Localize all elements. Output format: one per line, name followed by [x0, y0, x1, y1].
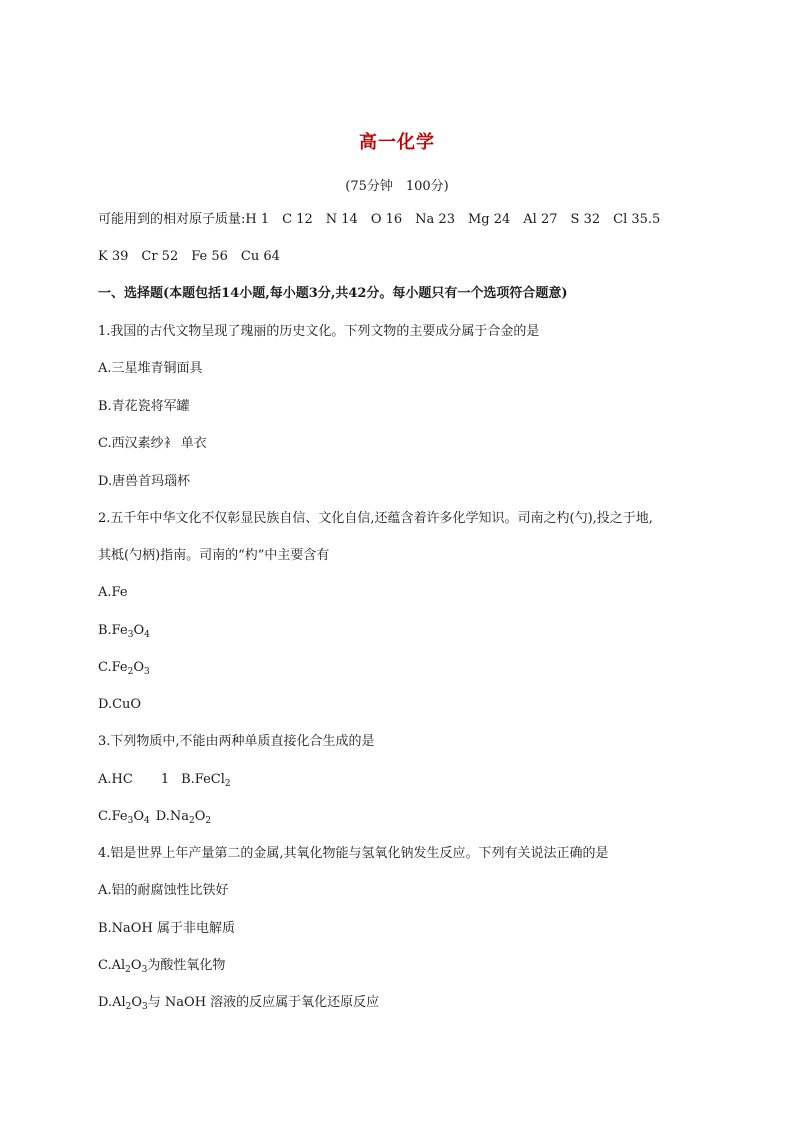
- atomic-mass-item: Fe 56: [191, 249, 228, 264]
- question-1-option-b: B.青花瓷将军罐: [98, 399, 190, 414]
- page-title: 高一化学: [359, 132, 435, 153]
- atomic-mass-item: H 1: [245, 212, 270, 227]
- formula-text: O: [133, 809, 145, 824]
- formula-text: O: [133, 623, 145, 638]
- question-4-option-b: B.NaOH 属于非电解质: [98, 921, 235, 936]
- formula-subscript: 2: [125, 1002, 132, 1012]
- formula-text: C.Al: [98, 958, 126, 973]
- atomic-mass-item: C 12: [282, 212, 313, 227]
- question-3-option-d: D.Na: [155, 809, 189, 824]
- atomic-mass-item: N 14: [325, 212, 358, 227]
- atomic-mass-item: Al 27: [523, 212, 558, 227]
- formula-text: O: [131, 995, 143, 1010]
- question-2-stem-line-1: 2.五千年中华文化不仅彰显民族自信、文化自信,还蕴含着许多化学知识。司南之杓(勺),投之于地,: [98, 511, 653, 526]
- formula-text: D.Al: [98, 995, 126, 1010]
- question-1-stem: 1.我国的古代文物呈现了瑰丽的历史文化。下列文物的主要成分属于合金的是: [98, 324, 540, 339]
- formula-subscript: 4: [144, 816, 150, 826]
- question-3-option-c: C.Fe: [98, 809, 128, 824]
- formula-subscript: 3: [127, 630, 134, 640]
- question-3-stem: 3.下列物质中,不能由两种单质直接化合生成的是: [98, 734, 375, 749]
- question-1-option-d: D.唐兽首玛瑙杯: [98, 474, 191, 489]
- question-4-option-d: [98, 995, 379, 1011]
- question-1-option-a: A.三星堆青铜面具: [98, 361, 203, 376]
- formula-subscript: 3: [127, 816, 134, 826]
- formula-text: O: [130, 958, 142, 973]
- atomic-mass-line-1: [98, 212, 660, 228]
- atomic-mass-item: Cl 35.5: [613, 212, 661, 227]
- exam-duration-score: (75分钟 100分): [345, 179, 449, 194]
- formula-text: C.Fe: [98, 660, 128, 675]
- atomic-mass-item: S 32: [570, 212, 601, 227]
- atomic-mass-item: O 16: [370, 212, 403, 227]
- formula-subscript: 2: [125, 965, 131, 975]
- question-3-option-a: A.HC: [98, 772, 133, 787]
- formula-subscript: 2: [205, 816, 212, 826]
- atomic-mass-item: K 39: [98, 249, 129, 264]
- formula-subscript: 4: [144, 630, 150, 640]
- question-3-options-ab: [98, 772, 231, 788]
- formula-subscript: 2: [188, 816, 195, 826]
- atomic-mass-line-2: [98, 249, 280, 265]
- question-4-stem: 4.铝是世界上年产量第二的金属,其氧化物能与氢氧化钠发生反应。下列有关说法正确的是: [98, 846, 609, 861]
- option-text: 为酸性氧化物: [147, 958, 226, 973]
- formula-subscript: 3: [142, 1002, 148, 1012]
- atomic-mass-item: Na 23: [415, 212, 455, 227]
- atomic-mass-item: Cu 64: [240, 249, 280, 264]
- atomic-mass-item: Cr 52: [141, 249, 179, 264]
- question-1-option-c: C.西汉素纱衤 单衣: [98, 436, 207, 451]
- question-3-options-cd: [98, 809, 211, 825]
- option-text: 与 NaOH 溶液的反应属于氧化还原反应: [147, 995, 380, 1010]
- question-2-option-b: [98, 623, 150, 639]
- atomic-mass-prefix: 可能用到的相对原子质量:: [98, 212, 246, 227]
- formula-subscript: 3: [141, 965, 148, 975]
- formula-subscript: 2: [127, 667, 134, 677]
- formula-subscript: 2: [224, 779, 231, 789]
- section-heading: 一、选择题(本题包括14小题,每小题3分,共42分。每小题只有一个选项符合题意): [98, 286, 568, 301]
- question-4-option-a: A.铝的耐腐蚀性比铁好: [98, 883, 229, 898]
- question-2-stem-line-2: 其柢(勺柄)指南。司南的“杓”中主要含有: [98, 548, 330, 563]
- question-2-option-d: D.CuO: [98, 697, 142, 712]
- question-4-option-c: [98, 958, 225, 974]
- formula-subscript: 3: [144, 667, 150, 677]
- formula-text: O: [133, 660, 145, 675]
- question-3-option-b: B.FeCl: [181, 772, 225, 787]
- formula-text: B.Fe: [98, 623, 128, 638]
- question-3-option-a-tail: 1: [160, 772, 170, 787]
- question-2-option-a: A.Fe: [98, 585, 128, 600]
- atomic-mass-item: Mg 24: [467, 212, 511, 227]
- formula-text: O: [194, 809, 206, 824]
- question-2-option-c: [98, 660, 150, 676]
